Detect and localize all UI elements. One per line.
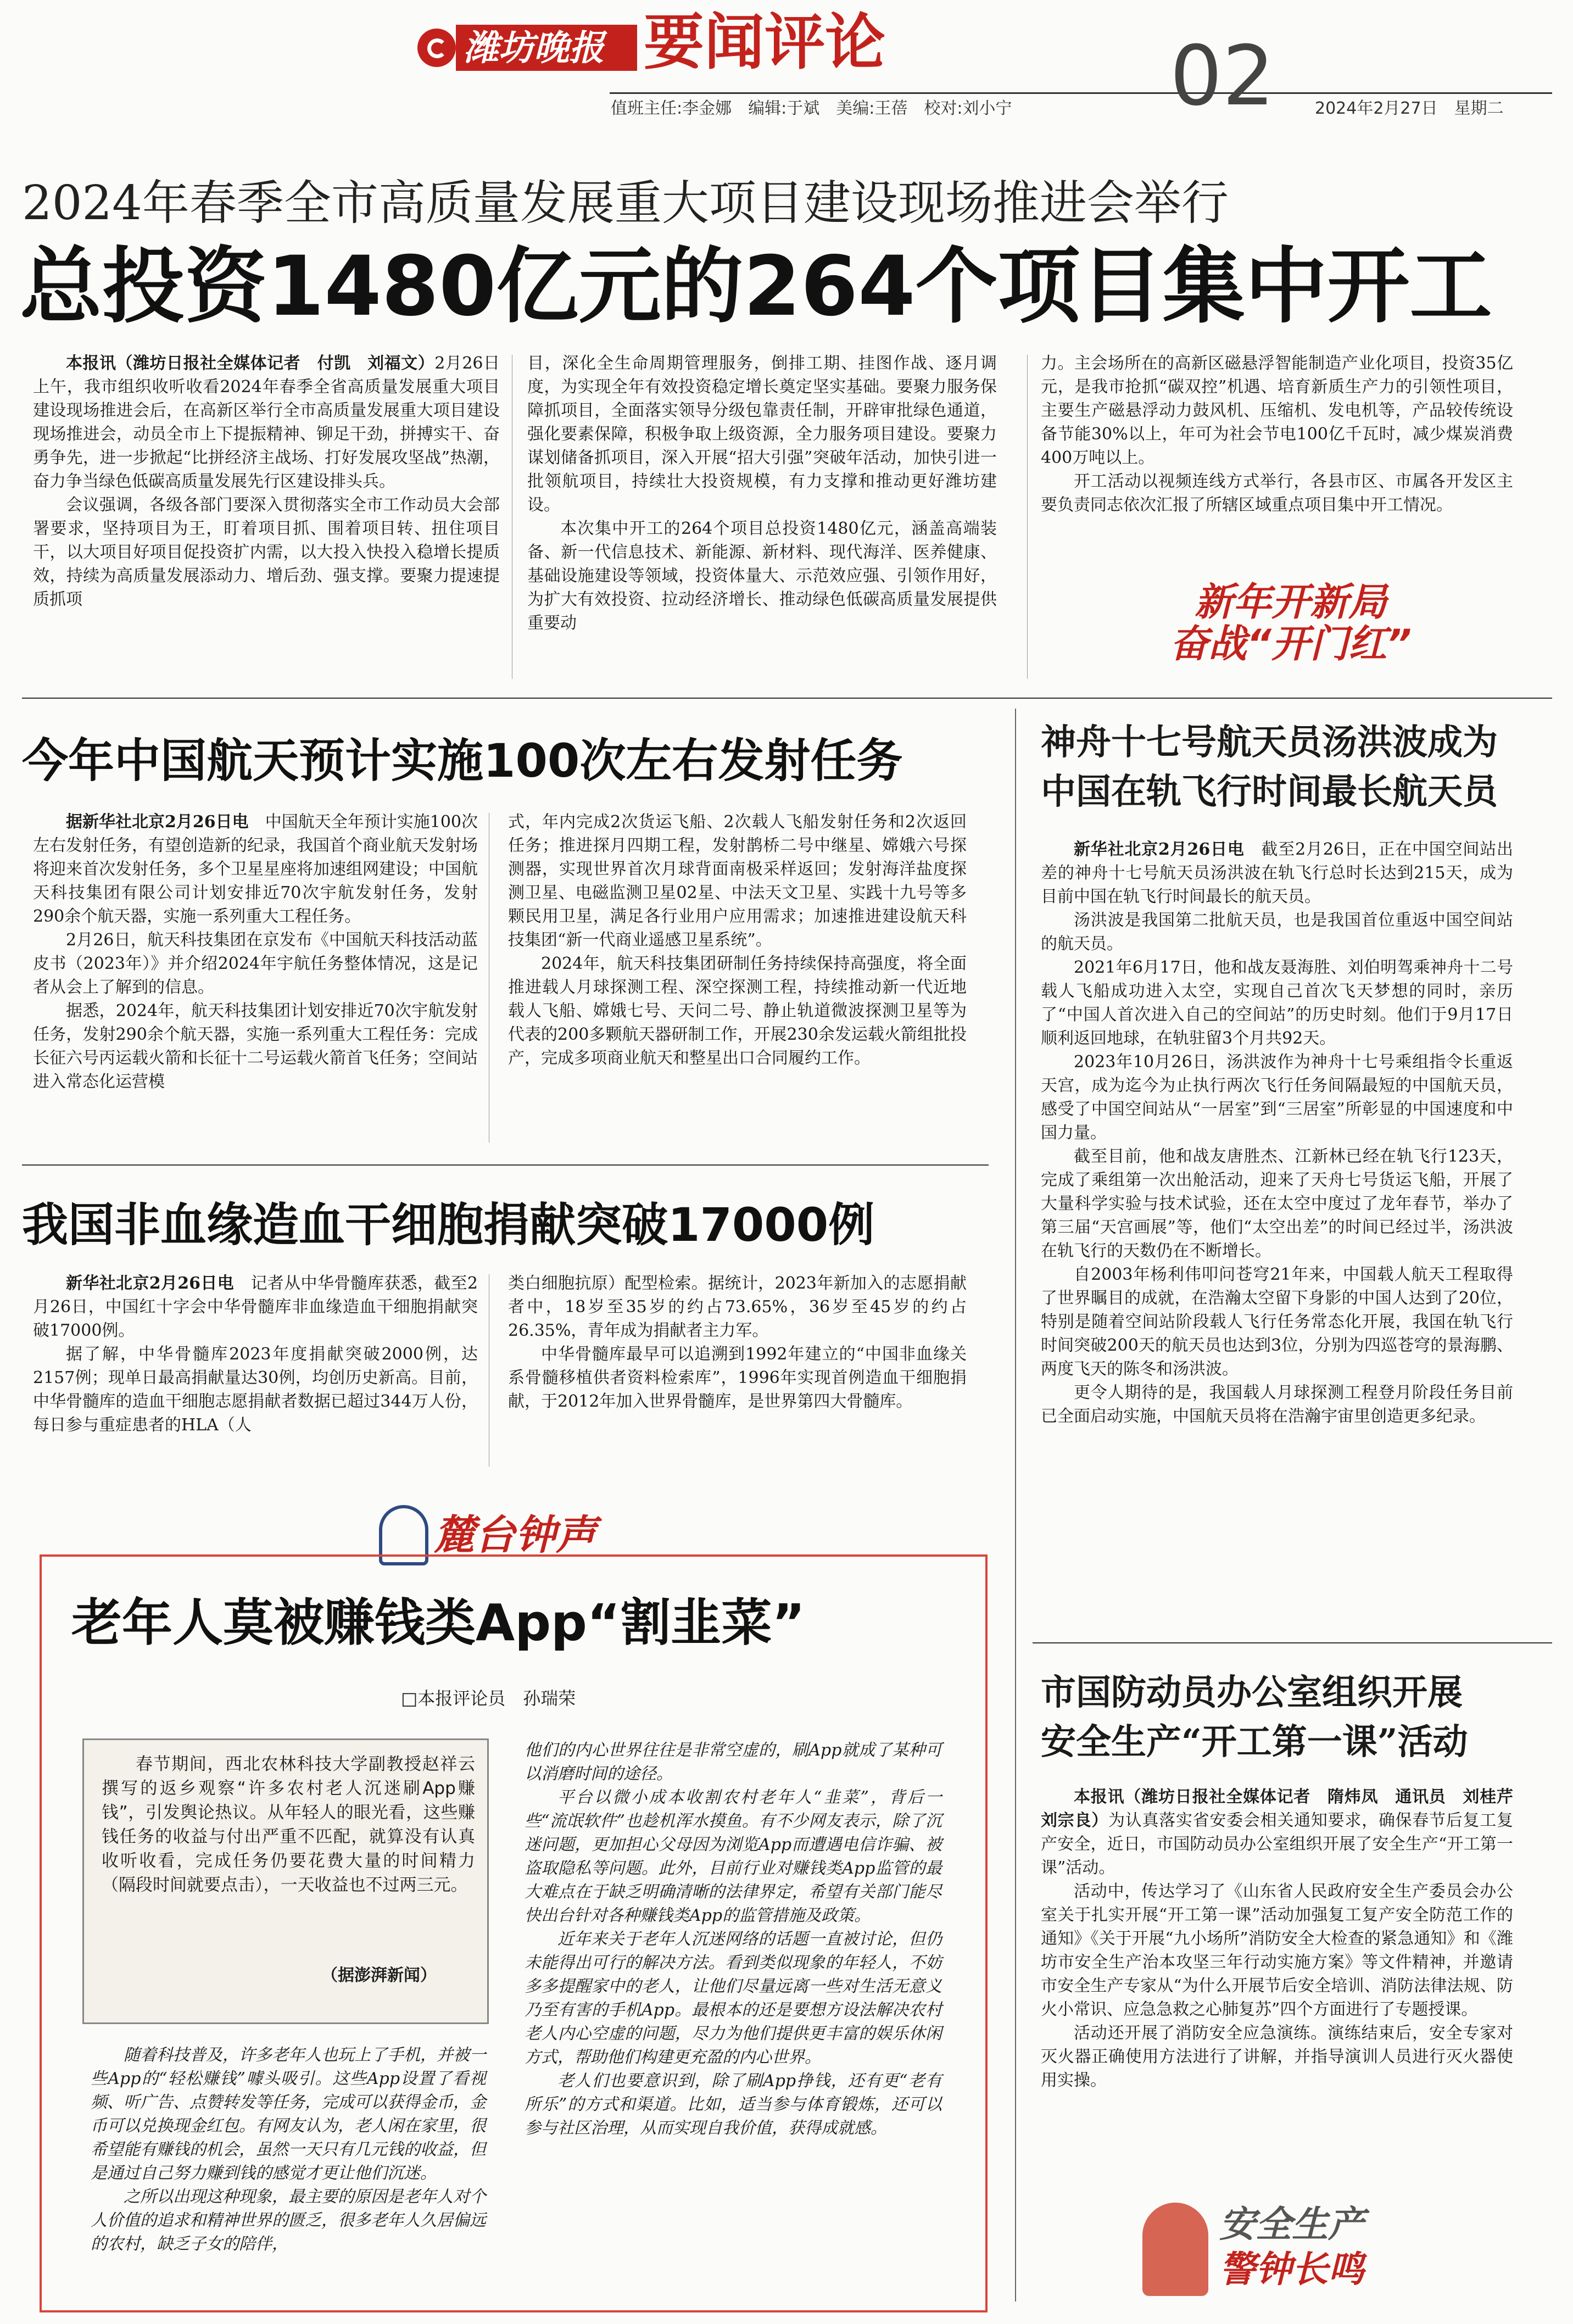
commentary-paragraph: 老人们也要意识到，除了刷App挣钱，还有更“老有所乐”的方式和渠道。比如，适当参与体育锻炼，还可以参与社区治理，从而实现自我价值，获得成就感。 [525,2071,942,2138]
commentary-byline: □本报评论员 孙瑞荣 [401,1688,576,1709]
editor-credits: 值班主任:李金娜 编辑:于斌 美编:王蓓 校对:刘小宁 [611,99,1012,118]
commentary-paragraph: 之所以出现这种现象，最主要的原因是老年人对个人价值的追求和精神世界的匮乏，很多老年人久居偏远的农村，缺乏子女的陪伴， [91,2187,486,2254]
masthead-rule [610,92,1552,94]
space-column-2 [508,810,967,1151]
commentary-summary-text [102,1752,475,1961]
section-rule [22,1164,989,1166]
marrow-paragraph: 据了解，中华骨髓库2023年度捐献突破2000例，达2157例；现单日最高捐献量达30例，均创历史新高。目前，中华骨髓库的造血干细胞志愿捐献者数据已超过344万人份，每日参与重症患者的HLA（人 [33,1345,478,1435]
section-rule [22,698,1552,699]
lead-paragraph: 2月26日上午，我市组织收听收看2024年春季全省高质量发展重大项目建设现场推进会后，在高新区举行全市高质量发展重大项目建设现场推进会，动员全市上下提振精神、铆足干劲，拼搏实干、奋勇争先，进一步掀起“比拼经济主战场、打好发展攻坚战”热潮，奋力争当绿色低碳高质量发展先行区建设排头兵。 [33,354,500,491]
space-column-1 [33,810,478,1151]
commentary-column-left [91,2043,486,2296]
marrow-column-2 [508,1272,967,1475]
shenzhou-paragraph: 2021年6月17日，他和战友聂海胜、刘伯明驾乘神舟十二号载人飞船成功进入太空，实现自己首次飞天梦想的同时，亲历了“中国人首次进入自己的空间站”的历史时刻。他们于9月17日顺利返回地球，在轨驻留3个月共92天。 [1041,958,1513,1048]
space-paragraph: 式，年内完成2次货运飞船、2次载人飞船发射任务和2次返回任务；推进探月四期工程，发射鹊桥二号中继星、嫦娥六号探测器，实现世界首次月球背面南极采样返回；发射海洋盐度探测卫星、电磁监测卫星02星、中法天文卫星、实践十九号等多颗民用卫星，满足各行业用户应用需求；加速推进建设航天科技集团“新一代商业遥感卫星系统”。 [508,812,967,950]
safety-column [1041,1785,1530,2175]
shenzhou-paragraph: 截至目前，他和战友唐胜杰、江新林已经在轨飞行123天，完成了乘组第一次出舱活动，迎来了天舟七号货运飞船，开展了大量科学实验与技术试验，还在太空中度过了龙年春节，举办了第三届“天宫画展”等，他们“太空出差”的时间已经过半，汤洪波在轨飞行的天数仍在不断增长。 [1041,1147,1513,1261]
marrow-paragraph: 类白细胞抗原）配型检索。据统计，2023年新加入的志愿捐献者中，18岁至35岁的约占73.65%，36岁至45岁的约占26.35%，青年成为捐献者主力军。 [508,1274,967,1340]
lead-column-3 [1041,352,1513,566]
lead-kicker: 2024年春季全市高质量发展重大项目建设现场推进会举行 [22,176,1229,231]
column-badge: 麓台钟声 [434,1512,596,1559]
shenzhou-headline-2: 中国在轨飞行时间最长航天员 [1041,771,1498,812]
column-divider [1027,355,1028,679]
lead-paragraph: 力。主会场所在的高新区磁悬浮智能制造产业化项目，投资35亿元，是我市抢抓“碳双控”机遇、培育新质生产力的引领性项目，主要生产磁悬浮动力鼓风机、压缩机、发电机等，产品较传统设备节能30%以上，年可为社会节电100亿千瓦时，减少煤炭消费400万吨以上。 [1041,354,1513,467]
lead-paragraph: 本次集中开工的264个项目总投资1480亿元，涵盖高端装备、新一代信息技术、新能源、新材料、现代海洋、医养健康、基础设施建设等领域，投资体量大、示范效应强、引领作用好，为扩大有效投资、拉动经济增长、推动绿色低碳高质量发展提供重要动 [527,519,997,633]
section-rule [1033,1642,1552,1643]
shenzhou-headline-1: 神舟十七号航天员汤洪波成为 [1041,722,1498,763]
issue-date: 2024年2月27日 星期二 [1315,99,1504,118]
lead-paragraph: 会议强调，各级各部门要深入贯彻落实全市工作动员大会部署要求，坚持项目为王，盯着项目抓、围着项目转、扭住项目干，以大项目好项目促投资扩内需，以大投入快投入稳增长提质效，持续为高质量发展添动力、增后劲、强支撑。要聚力提速提质抓项 [33,495,500,609]
marrow-column-1 [33,1272,478,1475]
newspaper-logo: 潍坊晚报 [464,28,604,69]
shenzhou-dateline: 新华社北京2月26日电 [1074,840,1245,859]
space-paragraph: 中国航天全年预计实施100次左右发射任务，有望创造新的纪录，我国首个商业航天发射场将迎来首次发射任务，多个卫星星座将加速组网建设；中国航天科技集团有限公司计划安排近70次宇航发射任务，发射290余个航天器，实施一系列重大工程任务。 [33,812,478,926]
slogan-line-1: 新年开新局 [1195,579,1387,625]
commentary-summary-source: （据澎湃新闻） [321,1966,437,1985]
safety-paragraph: 活动中，传达学习了《山东省人民政府安全生产委员会办公室关于扎实开展“开工第一课”活动加强复工复产安全防范工作的通知》《关于开展“九小场所”消防安全大检查的紧急通知》和《潍坊市安全生产治本攻坚三年行动实施方案》等文件精神，并邀请市安全生产专家从“为什么开展节后安全培训、消防法律法规、防火小常识、应急急救之心肺复苏”四个方面进行了专题授课。 [1041,1882,1513,2019]
safety-paragraph: 为认真落实省安委会相关通知要求，确保春节后复工复产安全，近日，市国防动员办公室组织开展了安全生产“开工第一课”活动。 [1041,1811,1514,1877]
marrow-paragraph: 中华骨髓库最早可以追溯到1992年建立的“中国非血缘关系骨髓移植供者资料检索库”，1996年实现首例造血干细胞捐献，于2012年加入世界骨髓库，是世界第四大骨髓库。 [508,1345,967,1411]
commentary-summary: 春节期间，西北农林科技大学副教授赵祥云撰写的返乡观察“许多农村老人沉迷刷App赚钱”，引发舆论热议。从年轻人的眼光看，这些赚钱任务的收益与付出严重不匹配，就算没有认真收听收看，完成任务仍要花费大量的时间精力（隔段时间就要点击），一天收益也不过两三元。 [102,1754,475,1895]
right-column-divider [1015,709,1016,2301]
newspaper-logo-swoosh-icon [427,38,447,58]
commentary-headline: 老年人莫被赚钱类App“割韭菜” [71,1593,805,1652]
shenzhou-paragraph: 自2003年杨利伟叩问苍穹21年来，中国载人航天工程取得了世界瞩目的成就，在浩瀚太空留下身影的中国人达到了20位，特别是随着空间站阶段载人飞行任务常态化开展，我国在轨飞行时间突破200天的航天员也达到3位，分别为四巡苍穹的景海鹏、两度飞天的陈冬和汤洪波。 [1041,1265,1513,1379]
shenzhou-column [1041,838,1513,1618]
marrow-headline: 我国非血缘造血干细胞捐献突破17000例 [22,1198,875,1252]
space-paragraph: 2月26日，航天科技集团在京发布《中国航天科技活动蓝皮书（2023年）》并介绍2024年宇航任务整体情况，这是记者从会上了解到的信息。 [33,930,478,997]
section-name: 要闻评论 [644,7,885,77]
safety-headline-2: 安全生产“开工第一课”活动 [1041,1721,1468,1763]
space-dateline: 据新华社北京2月26日电 [66,812,249,832]
lead-column-2 [527,352,997,681]
commentary-paragraph: 他们的内心世界往往是非常空虚的，刷App就成了某种可以消磨时间的途径。 [525,1741,942,1784]
page-number: 02 [1170,29,1275,124]
shenzhou-paragraph: 2023年10月26日，汤洪波作为神舟十七号乘组指令长重返天宫，成为迄今为止执行两次飞行任务间隔最短的中国航天员，感受了中国空间站从“一居室”到“三居室”所彰显的中国速度和中国力量。 [1041,1052,1513,1143]
space-paragraph: 据悉，2024年，航天科技集团计划安排近70次宇航发射任务，发射290余个航天器，实施一系列重大工程任务：完成长征六号丙运载火箭和长征十二号运载火箭首飞任务；空间站进入常态化运营模 [33,1001,478,1091]
safety-paragraph: 活动还开展了消防安全应急演练。演练结束后，安全专家对灭火器正确使用方法进行了讲解，并指导演训人员进行灭火器使用实操。 [1041,2024,1513,2090]
commentary-column-right [525,1738,942,2296]
masthead [0,0,1573,132]
lead-paragraph: 开工活动以视频连线方式举行，各县市区、市属各开发区主要负责同志依次汇报了所辖区域重点项目集中开工情况。 [1041,472,1513,515]
space-headline: 今年中国航天预计实施100次左右发射任务 [22,734,903,788]
commentary-paragraph: 平台以微小成本收割农村老年人“韭菜”，背后一些“流氓软件”也趁机浑水摸鱼。有不少网友表示，除了沉迷问题，更加担心父母因为浏览App而遭遇电信诈骗、被盗取隐私等问题。此外，目前行业对赚钱类App监管的最大难点在于缺乏明确清晰的法律界定，希望有关部门能尽快出台针对各种赚钱类App的监管措施及政策。 [525,1788,942,1925]
shenzhou-paragraph: 汤洪波是我国第二批航天员，也是我国首位重返中国空间站的航天员。 [1041,911,1513,954]
safety-dateline: 本报讯（潍坊日报社全媒体记者 隋炜凤 通讯员 刘桂芹 刘宗良） [1041,1787,1530,1830]
slogan-line-2: 奋战“开门红” [1169,621,1412,666]
safety-badge-2: 警钟长鸣 [1219,2248,1364,2290]
shenzhou-paragraph: 更令人期待的是，我国载人月球探测工程登月阶段任务目前已全面启动实施，中国航天员将在浩瀚宇宙里创造更多纪录。 [1041,1383,1513,1426]
lead-dateline: 本报讯（潍坊日报社全媒体记者 付凯 刘福文） [66,354,435,373]
shenzhou-paragraph: 截至2月26日，正在中国空间站出差的神舟十七号航天员汤洪波在轨飞行总时长达到215天，成为目前中国在轨飞行时间最长的航天员。 [1041,840,1514,906]
commentary-paragraph: 随着科技普及，许多老年人也玩上了手机，并被一些App的“轻松赚钱”噱头吸引。这些App设置了看视频、听广告、点赞转发等任务，完成可以获得金币，金币可以兑换现金红包。有网友认为，老人闲在家里，很希望能有赚钱的机会，虽然一天只有几元钱的收益，但是通过自己努力赚到钱的感觉才更让他们沉迷。 [91,2046,486,2183]
marrow-dateline: 新华社北京2月26日电 [66,1274,235,1293]
safety-badge-1: 安全生产 [1219,2203,1364,2245]
space-paragraph: 2024年，航天科技集团研制任务持续保持高强度，将全面推进载人月球探测工程、深空探测工程，持续推动新一代近地载人飞船、嫦娥七号、天问二号、静止轨道微波探测卫星等为代表的200多颗航天器研制工作，开展230余发运载火箭组批投产，完成多项商业航天和整星出口合同履约工作。 [508,954,967,1068]
alarm-bell-icon [1142,2203,1208,2296]
safety-headline-1: 市国防动员办公室组织开展 [1041,1672,1463,1713]
lead-paragraph: 目，深化全生命周期管理服务，倒排工期、挂图作战、逐月调度，为实现全年有效投资稳定增长奠定坚实基础。要聚力服务保障抓项目，全面落实领导分级包靠责任制，开辟审批绿色通道，强化要素保障，积极争取上级资源，全力服务项目建设。要聚力谋划储备抓项目，深入开展“招大引强”突破年活动，加快引进一批领航项目，持续壮大投资规模，有力支撑和推动更好潍坊建设。 [527,354,997,515]
lead-column-1 [33,352,500,681]
marrow-paragraph: 记者从中华骨髓库获悉，截至2月26日，中国红十字会中华骨髓库非血缘造血干细胞捐献突破17000例。 [33,1274,478,1340]
lead-headline: 总投资1480亿元的264个项目集中开工 [20,239,1492,335]
commentary-paragraph: 近年来关于老年人沉迷网络的话题一直被讨论，但仍未能得出可行的解决方法。看到类似现象的年轻人，不妨多多提醒家中的老人，让他们尽量远离一些对生活无意义乃至有害的手机App。最根本的还是要想方设法解决农村老人内心空虚的问题，尽力为他们提供更丰富的娱乐休闲方式，帮助他们构建更充盈的内心世界。 [525,1930,942,2067]
